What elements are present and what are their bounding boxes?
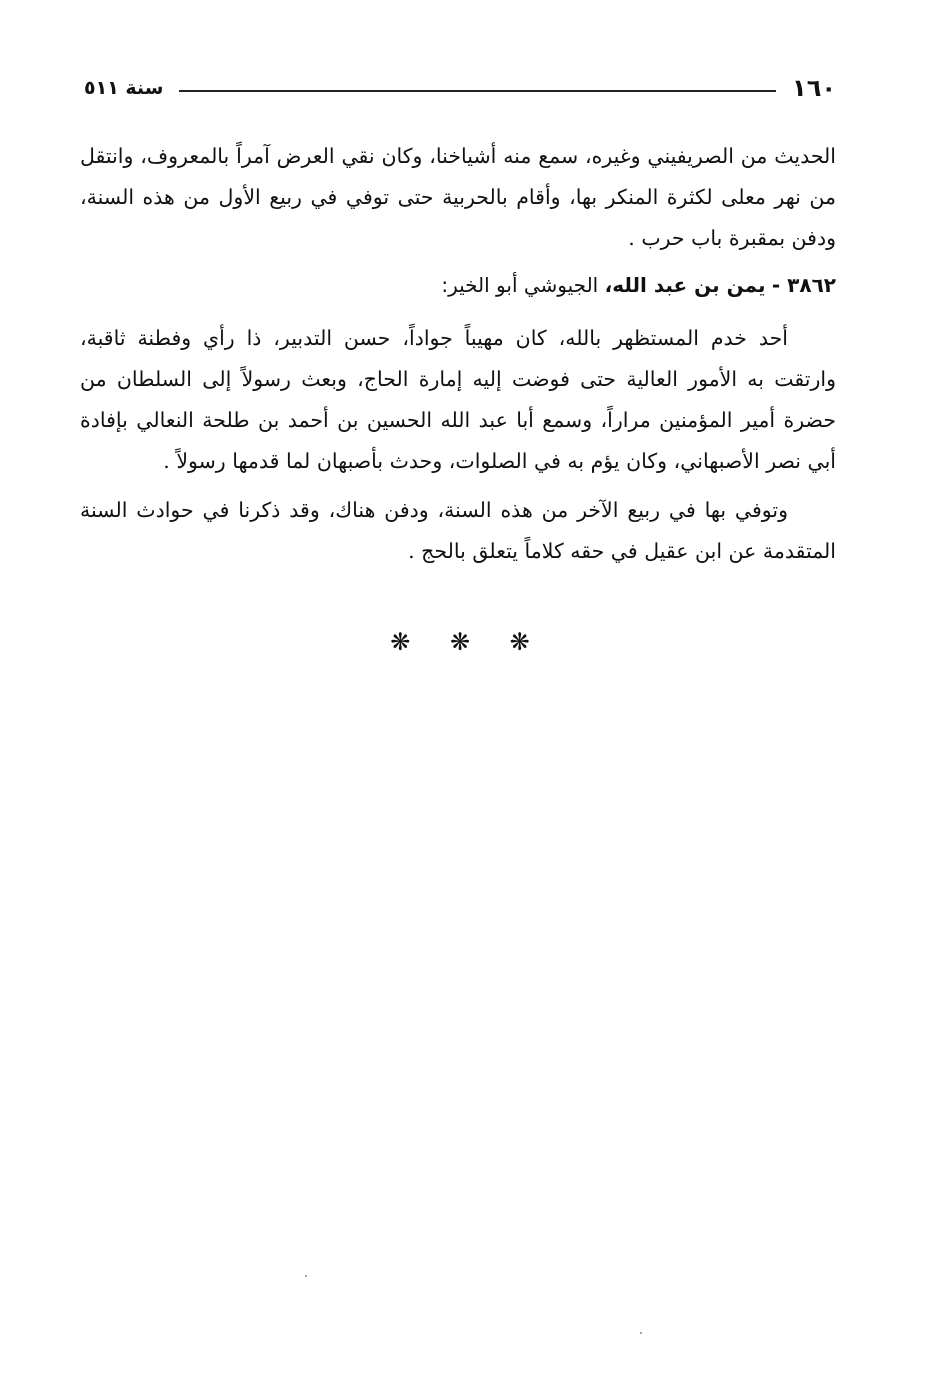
entry-heading-rest: الجيوشي أبو الخير:	[441, 273, 605, 297]
running-header	[84, 70, 836, 106]
year-label: سنة ٥١١	[84, 77, 164, 99]
scan-speck	[640, 1332, 642, 1334]
page-number: ١٦٠	[792, 74, 836, 102]
entry-heading	[80, 265, 836, 306]
entry-number: ٣٨٦٢ -	[771, 273, 836, 297]
paragraph-continuation: الحديث من الصريفيني وغيره، سمع منه أشياخنا، وكان نقي العرض آمراً بالمعروف، وانتقل من نهر معلى لكثرة المنكر بها، وأقام بالحربية حتى توفي في ربيع الأول من هذه السنة، ودفن بمقبرة باب حرب .	[80, 144, 836, 250]
paragraph-death: وتوفي بها في ربيع الآخر من هذه السنة، ودفن هناك، وقد ذكرنا في حوادث السنة المتقدمة عن ابن عقيل في حقه كلاماً يتعلق بالحج .	[80, 498, 836, 563]
scan-speck	[305, 1275, 307, 1277]
header-rule	[179, 90, 776, 92]
body-text	[80, 136, 836, 580]
entry-name: يمن بن عبد الله،	[604, 273, 766, 297]
paragraph-biography: أحد خدم المستظهر بالله، كان مهيباً جواداً، حسن التدبير، ذا رأي وفطنة ثاقبة، وارتقت به الأمور العالية حتى فوضت إليه إمارة الحاج، وبعث رسولاً إلى السلطان من حضرة أمير المؤمنين مراراً، وسمع أبا عبد الله الحسين بن أحمد بن طلحة النعالي بإفادة أبي نصر الأصبهاني، وكان يؤم به في الصلوات، وحدث بأصبهان لما قدمها رسولاً .	[80, 326, 836, 473]
section-divider-stars: ❋ ❋ ❋	[390, 628, 546, 656]
